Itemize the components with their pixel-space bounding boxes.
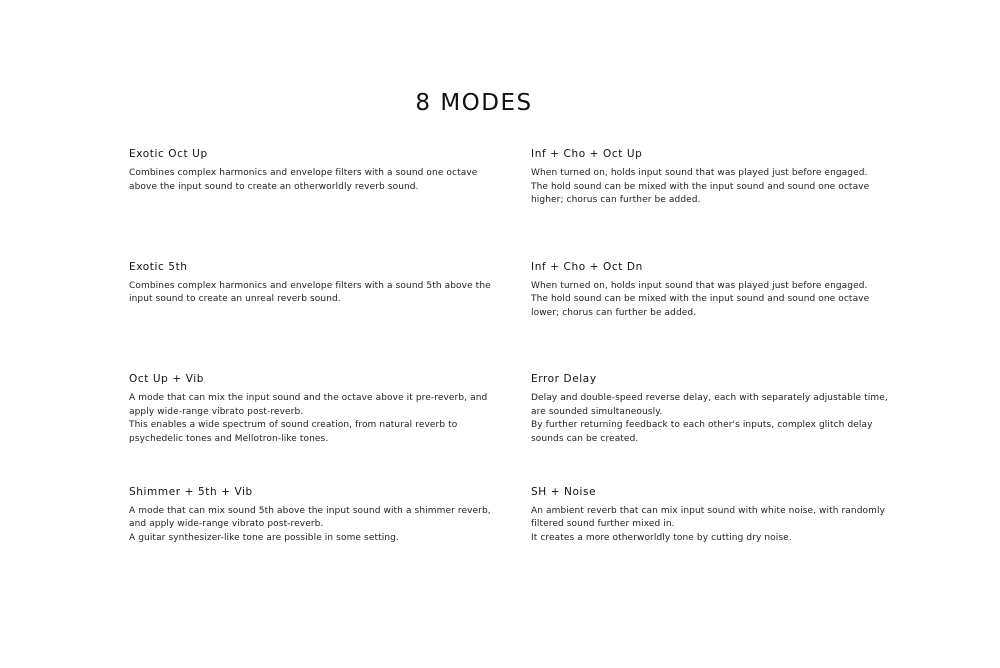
mode-card-inf-cho-oct-dn <box>531 260 889 373</box>
mode-card-error-delay <box>531 372 889 485</box>
mode-name: Exotic 5th <box>129 260 188 273</box>
modes-grid <box>129 147 889 597</box>
mode-description: When turned on, holds input sound that was played just before engaged. The hold sound can be mixed with the input sound and sound one octave lower; chorus can further be added. <box>531 280 870 318</box>
mode-card-exotic-5th <box>129 260 531 373</box>
mode-description: Combines complex harmonics and envelope filters with a sound 5th above the input sound to create an unreal reverb sound. <box>129 280 491 305</box>
mode-name: Shimmer + 5th + Vib <box>129 485 253 498</box>
mode-card-oct-up-vib <box>129 372 531 485</box>
mode-description: When turned on, holds input sound that was played just before engaged. The hold sound can be mixed with the input sound and sound one octave higher; chorus can further be added. <box>531 168 870 206</box>
mode-card-shimmer-5th-vib <box>129 485 531 598</box>
mode-name: Inf + Cho + Oct Up <box>531 148 643 160</box>
mode-card-sh-noise <box>531 485 889 598</box>
mode-name: SH + Noise <box>531 485 597 498</box>
mode-name: Oct Up + Vib <box>129 373 205 385</box>
mode-description: Delay and double-speed reverse delay, each with separately adjustable time, are sounded simultaneously. By further returning feedback to each other's inputs, complex glitch delay sounds can be created. <box>531 393 888 444</box>
mode-card-inf-cho-oct-up <box>531 147 889 260</box>
mode-description: Combines complex harmonics and envelope filters with a sound one octave above the input sound to create an otherworldly reverb sound. <box>129 168 478 192</box>
mode-description: A mode that can mix sound 5th above the input sound with a shimmer reverb, and apply wide-range vibrato post-reverb. A guitar synthesizer-like tone are possible in some setting. <box>129 505 491 543</box>
mode-description: A mode that can mix the input sound and the octave above it pre-reverb, and apply wide-range vibrato post-reverb. This enables a wide spectrum of sound creation, from natural reverb to psychedelic tones and Mellotron-like tones. <box>129 393 488 444</box>
mode-card-exotic-oct-up <box>129 147 531 260</box>
mode-name: Inf + Cho + Oct Dn <box>531 260 643 273</box>
page-title: 8 MODES <box>415 90 533 116</box>
mode-description: An ambient reverb that can mix input sound with white noise, with randomly filtered sound further mixed in. It creates a more otherworldly tone by cutting dry noise. <box>531 505 886 543</box>
mode-name: Error Delay <box>531 373 597 385</box>
mode-name: Exotic Oct Up <box>129 148 208 160</box>
